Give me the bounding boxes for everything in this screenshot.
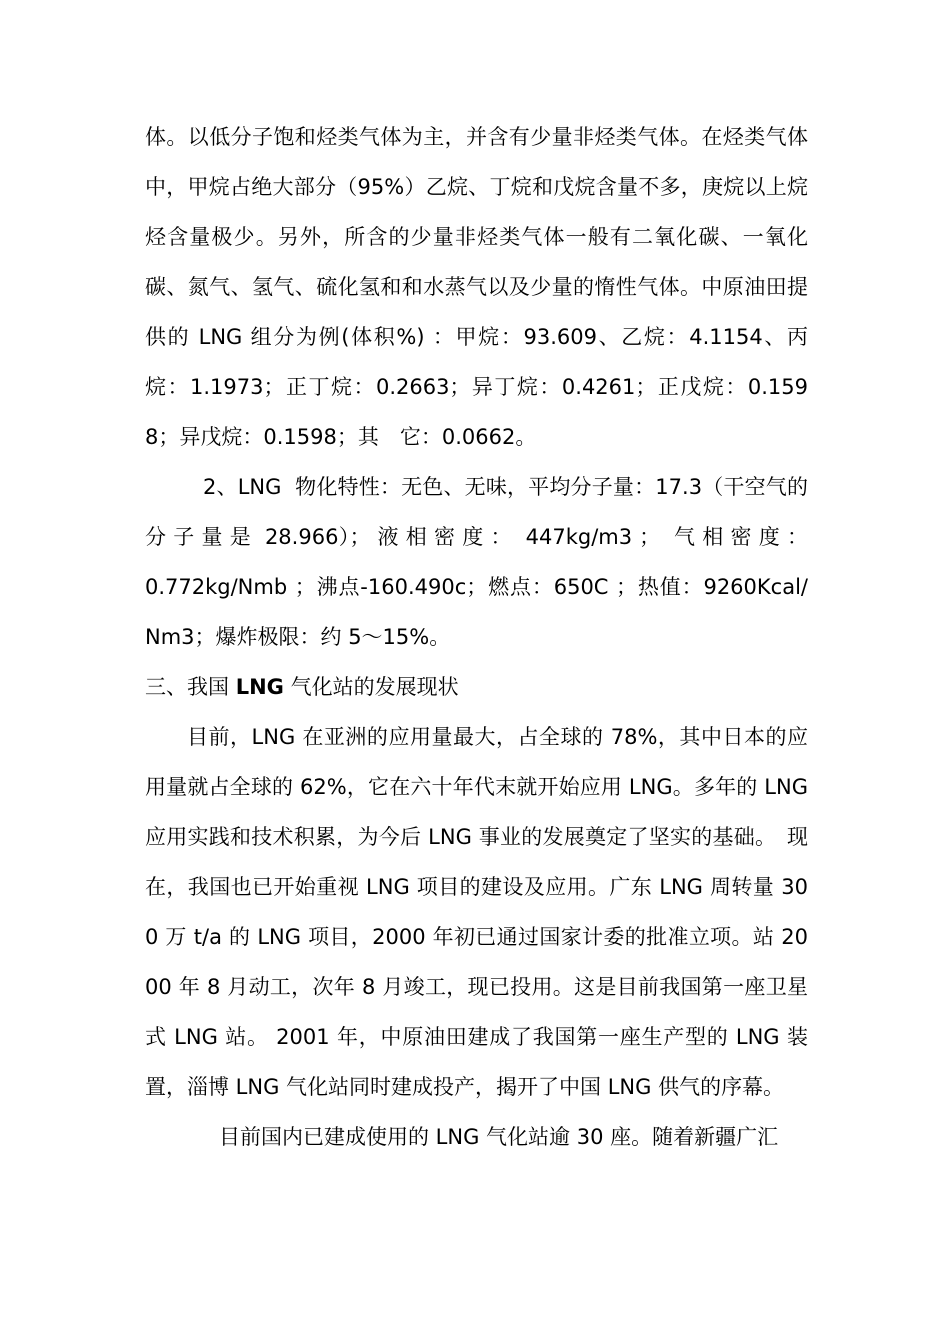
section-heading: [145, 662, 808, 712]
section-heading-suffix: 气化站的发展现状: [283, 675, 459, 699]
paragraph-properties: 2、LNG 物化特性：无色、无味，平均分子量：17.3（干空气的 分 子 量 是 28.966）； 液 相 密 度 ： 447kg/m3 ； 气 相 密 度 ： 0.772kg/Nmb ；沸点-160.490c；燃点：650C ；热值：9260Kcal/Nm3；爆炸极限：约 5～15%。: [145, 475, 822, 649]
document-page: [145, 112, 822, 1162]
paragraph-composition: 体。以低分子饱和烃类气体为主，并含有少量非烃类气体。在烃类气体中，甲烷占绝大部分（95%）乙烷、丁烷和戊烷含量不多，庚烷以上烷烃含量极少。另外，所含的少量非烃类气体一般有二氧化碳、一氧化碳、氮气、氢气、硫化氢和和水蒸气以及少量的惰性气体。中原油田提供的 LNG 组分为例(体积%) ：甲烷：93.609、乙烷：4.1154、丙烷：1.1973；正丁烷：0.2663；异丁烷：0.4261；正戊烷：0.1598；异戊烷：0.1598；其 它：0.0662。: [145, 125, 808, 449]
paragraph-development: 目前，LNG 在亚洲的应用量最大，占全球的 78%，其中日本的应用量就占全球的 62%，它在六十年代末就开始应用 LNG。多年的 LNG 应用实践和技术积累，为今后 LNG 事业的发展奠定了坚实的基础。 现在，我国也已开始重视 LNG 项目的建设及应用。广东 LNG 周转量 300 万 t/a 的 LNG 项目，2000 年初已通过国家计委的批准立项。站 2000 年 8 月动工，次年 8 月竣工，现已投用。这是目前我国第一座卫星式 LNG 站。 2001 年，中原油田建成了我国第一座生产型的 LNG 装置，淄博 LNG 气化站同时建成投产，揭开了中国 LNG 供气的序幕。: [145, 725, 815, 1099]
section-heading-prefix: 三、我国: [145, 675, 236, 699]
paragraph-current-stations: 目前国内已建成使用的 LNG 气化站逾 30 座。随着新疆广汇: [219, 1125, 779, 1149]
section-heading-bold: LNG: [235, 675, 284, 699]
